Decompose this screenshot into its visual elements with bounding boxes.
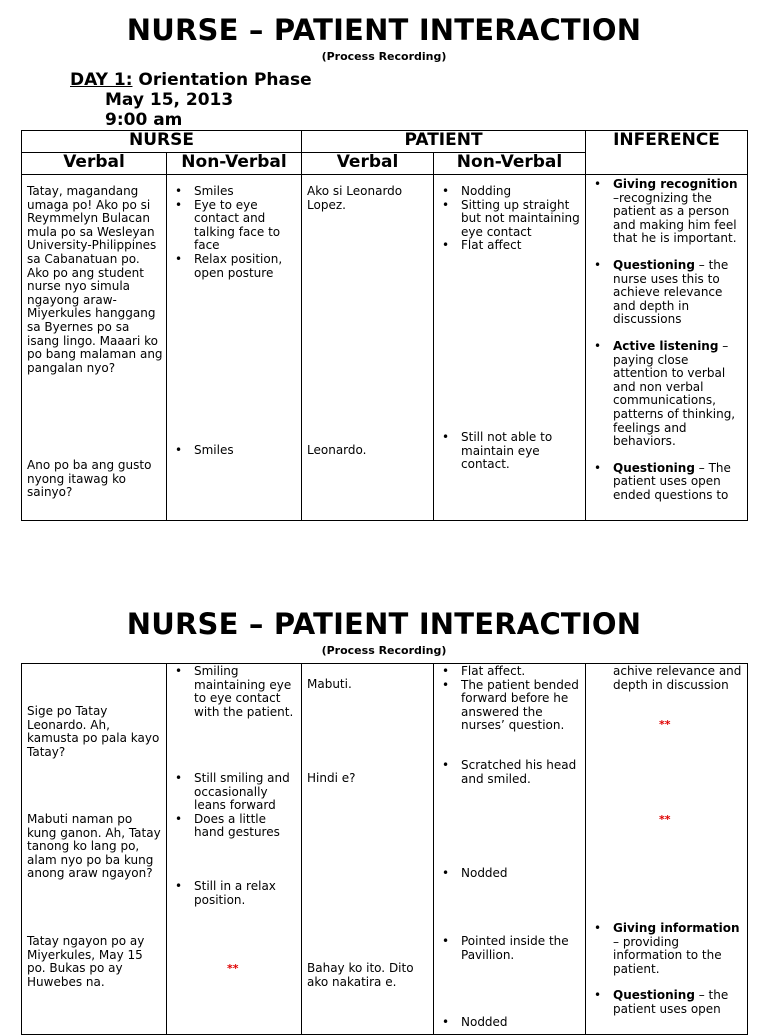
list-item: [586, 340, 738, 449]
list-item: • Nodded: [434, 867, 508, 881]
header-patient-nonverbal: Non-Verbal: [434, 153, 586, 175]
inference-text: – the nurse uses this to achieve relevance and depth in discussions: [613, 257, 729, 327]
nurse-verbal-cell: [22, 175, 167, 521]
patient-verbal-text: Ako si Leonardo Lopez.: [307, 184, 403, 212]
list-item: • Still smiling and occasionally leans forward: [167, 772, 290, 813]
inference-text: – paying close attention to verbal and non verbal communications, patterns of thinking, feelings and behaviors.: [613, 338, 736, 449]
list-item: • Smiling maintaining eye to eye contact with the patient.: [167, 665, 293, 719]
bullet-list: [167, 665, 293, 719]
list-item: • Sitting up straight but not maintaining eye contact: [434, 199, 580, 240]
list-item: • Does a little hand gestures: [167, 813, 290, 840]
page-title: NURSE – PATIENT INTERACTION: [126, 13, 642, 47]
session-date: May 15, 2013: [105, 90, 234, 110]
inference-term: Questioning: [613, 988, 695, 1003]
list-item: [586, 922, 740, 976]
bullet-list: [167, 880, 276, 907]
list-item: [586, 259, 738, 327]
phase-label: Orientation Phase: [132, 70, 312, 90]
bullet-list: [434, 665, 579, 733]
list-item: • Smiles: [167, 444, 234, 458]
list-item: [586, 178, 738, 246]
bullet-list: [434, 759, 576, 786]
nurse-verbal-text: Tatay, magandang umaga po! Ako po si Reymmelyn Bulacan mula po sa Wesleyan University-Philippines sa Cabanatuan po. Ako po ang student nurse nyo simula ngayong araw- Miyerkules hanggang sa Byernes po sa isang lingo. Maaari ko po bang malaman ang pangalan nyo?: [27, 184, 163, 375]
bullet-list: [434, 867, 508, 881]
inference-cell: [586, 664, 748, 1035]
list-item: • Relax position, open posture: [167, 253, 282, 280]
list-item: • Eye to eye contact and talking face to face: [167, 199, 282, 253]
header-inference: INFERENCE: [586, 131, 748, 175]
list-item: [586, 989, 740, 1016]
bullet-list: [167, 772, 290, 840]
bullet-list: [434, 935, 569, 962]
header-patient-verbal: Verbal: [302, 153, 434, 175]
list-item: [586, 462, 738, 503]
marker-stars: **: [227, 962, 239, 975]
day-label: DAY 1:: [70, 70, 133, 90]
list-item: • Scratched his head and smiled.: [434, 759, 576, 786]
nurse-verbal-text: Tatay ngayon po ay Miyerkules, May 15 po. Bukas po ay Huwebes na.: [27, 934, 145, 989]
process-recording-table-2: [21, 663, 748, 1035]
inference-cell: [586, 175, 748, 521]
session-info: [70, 70, 312, 130]
patient-verbal-cell: [302, 175, 434, 521]
patient-verbal-text: Hindi e?: [307, 771, 356, 785]
patient-verbal-text: Bahay ko ito. Dito ako nakatira e.: [307, 961, 414, 989]
list-item: • Flat affect.: [434, 665, 579, 679]
nurse-verbal-text: Mabuti naman po kung ganon. Ah, Tatay tanong ko lang po, alam nyo po ba kung anong araw ngayon?: [27, 812, 161, 881]
inference-term: Active listening: [613, 338, 719, 353]
list-item: • Nodding: [434, 185, 580, 199]
header-nurse-verbal: Verbal: [22, 153, 167, 175]
patient-nonverbal-cell: [434, 175, 586, 521]
inference-term: Questioning: [613, 460, 695, 475]
nurse-verbal-cell: [22, 664, 167, 1035]
page-subtitle: (Process Recording): [321, 644, 447, 657]
nurse-verbal-text: Ano po ba ang gusto nyong itawag ko sainyo?: [27, 458, 152, 500]
page-title: NURSE – PATIENT INTERACTION: [126, 607, 642, 641]
inference-term: Giving recognition: [613, 177, 738, 191]
patient-verbal-text: Leonardo.: [307, 443, 367, 457]
process-recording-table-1: [21, 130, 748, 521]
bullet-list: [434, 1016, 508, 1030]
list-item: • Nodded: [434, 1016, 508, 1030]
bullet-list: [434, 431, 552, 472]
bullet-list: [167, 185, 282, 280]
list-item: • Still in a relax position.: [167, 880, 276, 907]
marker-stars: **: [659, 813, 671, 826]
list-item: • Pointed inside the Pavillion.: [434, 935, 569, 962]
marker-stars: **: [659, 718, 671, 731]
inference-text: –recognizing the patient as a person and making him feel that he is important.: [613, 190, 737, 246]
inference-list: [586, 922, 740, 1017]
list-item: • Still not able to maintain eye contact.: [434, 431, 552, 472]
inference-text: – the patient uses open: [613, 988, 729, 1016]
header-nurse: NURSE: [22, 131, 302, 153]
header-patient: PATIENT: [302, 131, 586, 153]
header-nurse-nonverbal: Non-Verbal: [167, 153, 302, 175]
list-item: • Flat affect: [434, 239, 580, 253]
inference-continuation: achive relevance and depth in discussion: [613, 664, 742, 692]
inference-text: – providing information to the patient.: [613, 934, 722, 976]
patient-verbal-text: Mabuti.: [307, 677, 352, 691]
inference-text: – The patient uses open ended questions to: [613, 460, 731, 502]
page-subtitle: (Process Recording): [321, 50, 447, 63]
nurse-verbal-text: Sige po Tatay Leonardo. Ah, kamusta po pala kayo Tatay?: [27, 704, 160, 759]
inference-term: Questioning: [613, 257, 695, 272]
inference-list: [586, 178, 738, 502]
nurse-nonverbal-cell: [167, 175, 302, 521]
session-time: 9:00 am: [105, 110, 183, 130]
list-item: • Smiles: [167, 185, 282, 199]
patient-verbal-cell: [302, 664, 434, 1035]
list-item: • The patient bended forward before he answered the nurses’ question.: [434, 679, 579, 733]
bullet-list: [167, 444, 234, 458]
bullet-list: [434, 185, 580, 253]
inference-term: Giving information: [613, 921, 740, 935]
patient-nonverbal-cell: [434, 664, 586, 1035]
nurse-nonverbal-cell: [167, 664, 302, 1035]
